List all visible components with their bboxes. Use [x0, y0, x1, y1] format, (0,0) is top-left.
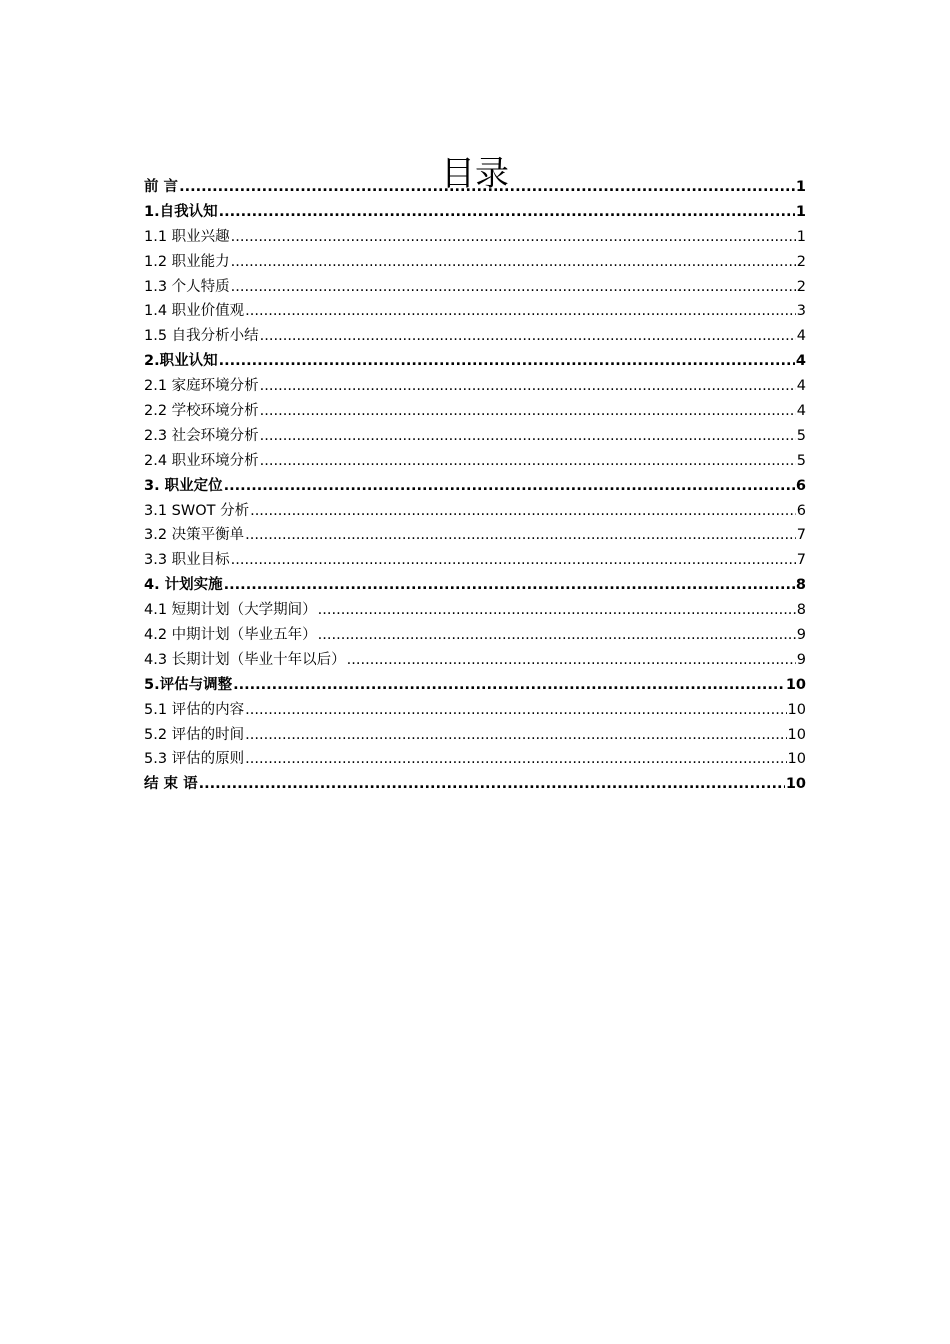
toc-section-entry[interactable] [144, 299, 806, 324]
toc-entry-label: 3.2 决策平衡单 [144, 527, 245, 544]
toc-entry-label: 4. 计划实施 [144, 577, 223, 594]
toc-section-entry[interactable] [144, 225, 806, 250]
toc-page-number: 10 [785, 776, 806, 793]
toc-page-number: 10 [787, 751, 806, 768]
toc-page-number: 10 [785, 676, 806, 693]
toc-entry-label: 5.3 评估的原则 [144, 751, 245, 768]
toc-dot-leader [233, 673, 785, 698]
toc-section-entry[interactable] [144, 250, 806, 275]
toc-page-number: 9 [796, 651, 806, 668]
toc-entry-label: 2.3 社会环境分析 [144, 427, 259, 444]
toc-entry-label: 2.4 职业环境分析 [144, 452, 259, 469]
toc-section-entry[interactable] [144, 598, 806, 623]
toc-page-number: 4 [796, 378, 806, 395]
toc-dot-leader [219, 200, 795, 225]
toc-dot-leader [260, 374, 796, 399]
toc-entry-label: 4.2 中期计划（毕业五年） [144, 627, 317, 644]
toc-dot-leader [260, 449, 796, 474]
toc-chapter-entry[interactable] [144, 573, 806, 598]
toc-chapter-entry[interactable] [144, 200, 806, 225]
toc-entry-label: 4.1 短期计划（大学期间） [144, 602, 317, 619]
toc-dot-leader [347, 648, 796, 673]
toc-dot-leader [260, 424, 796, 449]
toc-title: 目录 [441, 153, 509, 194]
toc-entry-label: 3. 职业定位 [144, 477, 223, 494]
toc-section-entry[interactable] [144, 623, 806, 648]
toc-dot-leader [318, 598, 796, 623]
toc-dot-leader [245, 523, 796, 548]
toc-entry-label: 1.4 职业价值观 [144, 303, 245, 320]
toc-entry-label: 2.2 学校环境分析 [144, 403, 259, 420]
toc-section-entry[interactable] [144, 698, 806, 723]
toc-dot-leader [224, 474, 795, 499]
toc-chapter-entry[interactable] [144, 772, 806, 797]
toc-entry-label: 1.1 职业兴趣 [144, 228, 230, 245]
table-of-contents [144, 175, 806, 797]
toc-page-number: 1 [795, 179, 806, 195]
toc-page-number: 1 [796, 228, 806, 245]
toc-page-number: 8 [796, 602, 806, 619]
toc-page-number: 2 [796, 278, 806, 295]
toc-page-number: 9 [796, 627, 806, 644]
toc-page-number: 5 [796, 427, 806, 444]
toc-chapter-entry[interactable] [144, 175, 806, 200]
toc-dot-leader [179, 175, 795, 200]
toc-section-entry[interactable] [144, 399, 806, 424]
toc-entry-label: 5.2 评估的时间 [144, 726, 245, 743]
toc-entry-label: 5.评估与调整 [144, 676, 233, 693]
toc-section-entry[interactable] [144, 275, 806, 300]
toc-section-entry[interactable] [144, 747, 806, 772]
toc-dot-leader [231, 275, 796, 300]
toc-chapter-entry[interactable] [144, 349, 806, 374]
toc-entry-label: 1.5 自我分析小结 [144, 328, 259, 345]
toc-chapter-entry[interactable] [144, 474, 806, 499]
toc-entry-label: 2.1 家庭环境分析 [144, 378, 259, 395]
toc-dot-leader [245, 299, 796, 324]
toc-page-number: 6 [796, 502, 806, 519]
toc-entry-label: 2.职业认知 [144, 353, 218, 370]
toc-dot-leader [245, 723, 786, 748]
toc-section-entry[interactable] [144, 424, 806, 449]
toc-page-number: 6 [795, 477, 806, 494]
toc-dot-leader [231, 250, 796, 275]
toc-page-number: 5 [796, 452, 806, 469]
toc-dot-leader [231, 548, 796, 573]
toc-section-entry[interactable] [144, 648, 806, 673]
toc-page-number: 4 [796, 403, 806, 420]
toc-page-number: 1 [795, 203, 806, 220]
toc-dot-leader [231, 225, 796, 250]
toc-dot-leader [199, 772, 785, 797]
toc-entry-label: 3.3 职业目标 [144, 552, 230, 569]
toc-page-number: 4 [796, 328, 806, 345]
toc-entry-label: 前 言 [144, 179, 179, 195]
toc-page-number: 10 [787, 726, 806, 743]
toc-section-entry[interactable] [144, 548, 806, 573]
toc-entry-label: 1.自我认知 [144, 203, 218, 220]
toc-entry-label: 5.1 评估的内容 [144, 701, 245, 718]
toc-entry-label: 1.3 个人特质 [144, 278, 230, 295]
toc-section-entry[interactable] [144, 374, 806, 399]
toc-dot-leader [245, 747, 786, 772]
toc-section-entry[interactable] [144, 449, 806, 474]
toc-entry-label: 1.2 职业能力 [144, 253, 230, 270]
toc-dot-leader [250, 499, 796, 524]
toc-section-entry[interactable] [144, 499, 806, 524]
toc-page-number: 8 [795, 577, 806, 594]
toc-page-number: 4 [795, 353, 806, 370]
toc-page-number: 7 [796, 552, 806, 569]
toc-dot-leader [260, 324, 796, 349]
toc-dot-leader [318, 623, 796, 648]
toc-page-number: 10 [787, 701, 806, 718]
toc-entry-label: 4.3 长期计划（毕业十年以后） [144, 651, 346, 668]
toc-section-entry[interactable] [144, 723, 806, 748]
toc-page-number: 2 [796, 253, 806, 270]
toc-section-entry[interactable] [144, 523, 806, 548]
toc-chapter-entry[interactable] [144, 673, 806, 698]
toc-section-entry[interactable] [144, 324, 806, 349]
toc-dot-leader [245, 698, 786, 723]
toc-dot-leader [260, 399, 796, 424]
toc-page-number: 3 [796, 303, 806, 320]
toc-entry-label: 3.1 SWOT 分析 [144, 502, 250, 519]
toc-entry-label: 结 束 语 [144, 776, 198, 793]
toc-dot-leader [219, 349, 795, 374]
toc-page-number: 7 [796, 527, 806, 544]
toc-dot-leader [224, 573, 795, 598]
